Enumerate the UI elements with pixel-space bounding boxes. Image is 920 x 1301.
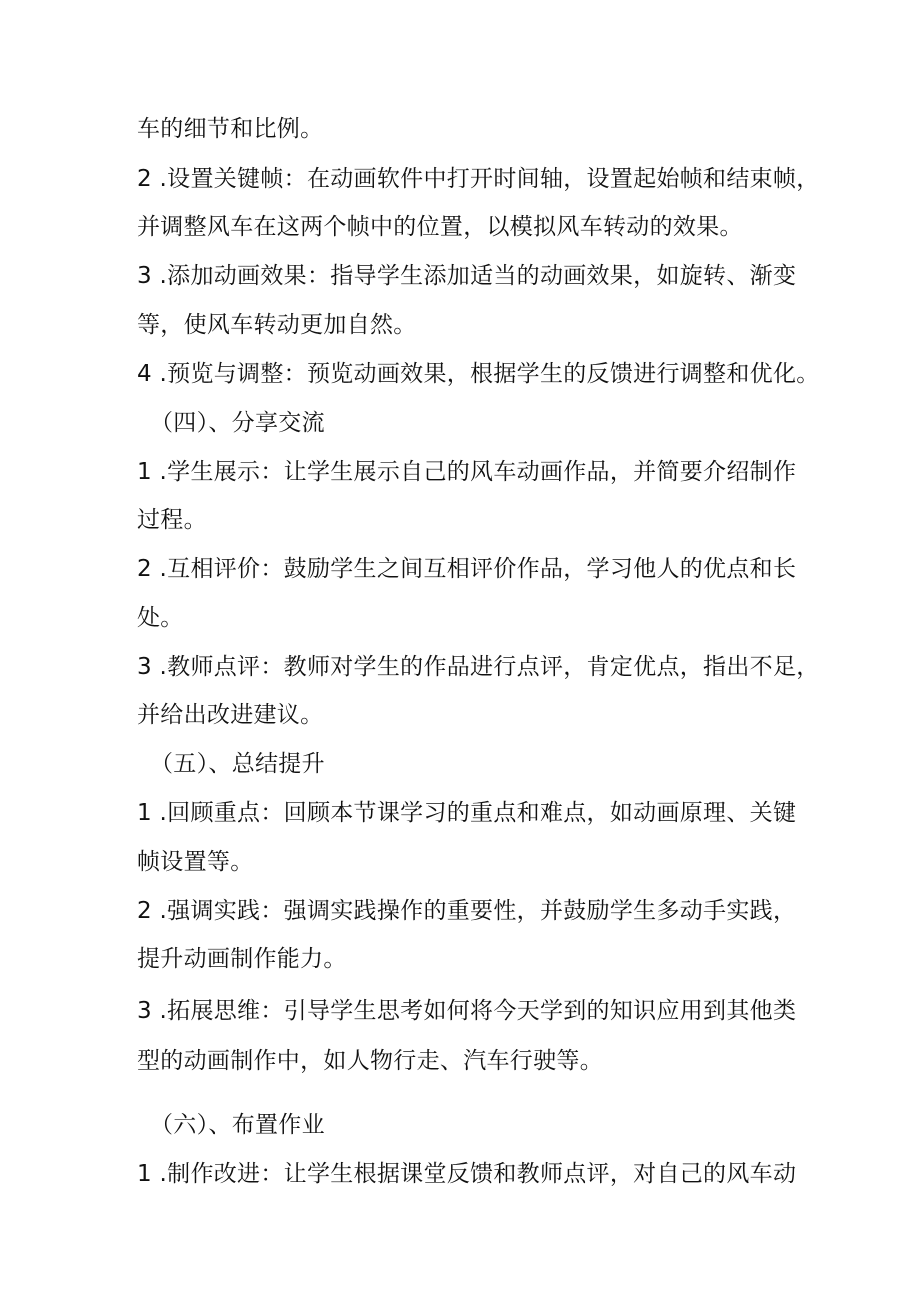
list-item-3: 3 .拓展思维：引导学生思考如何将今天学到的知识应用到其他类 [137,998,797,1024]
list-item-1: 1 .学生展示：让学生展示自己的风车动画作品，并简要介绍制作 [137,459,797,485]
section-heading-5: （五）、总结提升 [150,751,325,777]
list-item-2: 2 .设置关键帧：在动画软件中打开时间轴，设置起始帧和结束帧， [137,166,820,192]
list-item-2: 2 .互相评价：鼓励学生之间互相评价作品，学习他人的优点和长 [137,556,797,582]
list-item-3: 3 .添加动画效果：指导学生添加适当的动画效果，如旋转、渐变 [137,263,797,289]
text-line: 处。 [137,605,184,631]
text-line: 帧设置等。 [137,849,254,875]
section-heading-4: （四）、分享交流 [150,410,325,436]
text-line: 并给出改进建议。 [137,702,324,728]
text-line: 车的细节和比例。 [137,116,324,142]
list-item-4: 4 .预览与调整：预览动画效果，根据学生的反馈进行调整和优化。 [137,361,820,387]
list-item-3: 3 .教师点评：教师对学生的作品进行点评，肯定优点，指出不足， [137,654,820,680]
text-line: 过程。 [137,507,207,533]
list-item-2: 2 .强调实践：强调实践操作的重要性，并鼓励学生多动手实践， [137,898,797,924]
text-line: 提升动画制作能力。 [137,946,347,972]
section-heading-6: （六）、布置作业 [150,1112,325,1138]
text-line: 等，使风车转动更加自然。 [137,312,417,338]
list-item-1: 1 .回顾重点：回顾本节课学习的重点和难点，如动画原理、关键 [137,800,797,826]
text-line: 型的动画制作中，如人物行走、汽车行驶等。 [137,1048,603,1074]
list-item-1: 1 .制作改进：让学生根据课堂反馈和教师点评，对自己的风车动 [137,1161,797,1187]
text-line: 并调整风车在这两个帧中的位置，以模拟风车转动的效果。 [137,214,743,240]
